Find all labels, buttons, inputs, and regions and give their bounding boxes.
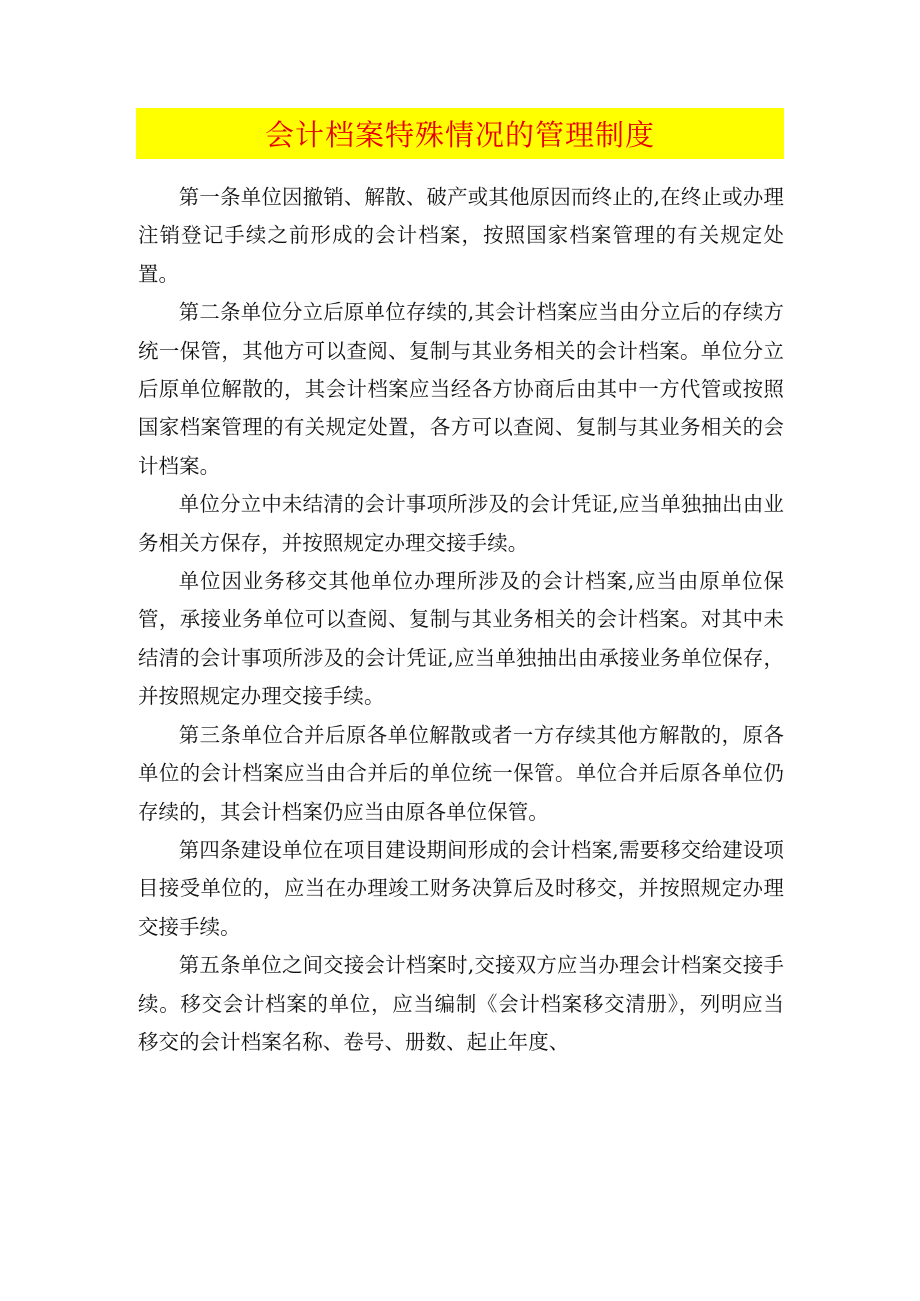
paragraph-split-unsettled: 单位分立中未结清的会计事项所涉及的会计凭证,应当单独抽出由业务相关方保存，并按照规定办理交接手续。 xyxy=(138,492,784,555)
paragraph-article-4: 第四条建设单位在项目建设期间形成的会计档案,需要移交给建设项目接受单位的，应当在办理竣工财务决算后及时移交，并按照规定办理交接手续。 xyxy=(138,837,784,939)
paragraph-business-transfer: 单位因业务移交其他单位办理所涉及的会计档案,应当由原单位保管，承接业务单位可以查阅、复制与其业务相关的会计档案。对其中未结清的会计事项所涉及的会计凭证,应当单独抽出由承接业务单位保存，并按照规定办理交接手续。 xyxy=(138,569,784,709)
paragraph-article-3: 第三条单位合并后原各单位解散或者一方存续其他方解散的，原各单位的会计档案应当由合并后的单位统一保管。单位合并后原各单位仍存续的，其会计档案仍应当由原各单位保管。 xyxy=(138,722,784,824)
paragraph-article-5: 第五条单位之间交接会计档案时,交接双方应当办理会计档案交接手续。移交会计档案的单位，应当编制《会计档案移交清册》，列明应当移交的会计档案名称、卷号、册数、起止年度、 xyxy=(138,953,784,1054)
document-body xyxy=(138,178,784,1061)
paragraph-article-1: 第一条单位因撤销、解散、破产或其他原因而终止的,在终止或办理注销登记手续之前形成的会计档案，按照国家档案管理的有关规定处置。 xyxy=(138,185,784,286)
paragraph-article-2: 第二条单位分立后原单位存续的,其会计档案应当由分立后的存续方统一保管，其他方可以查阅、复制与其业务相关的会计档案。单位分立后原单位解散的，其会计档案应当经各方协商后由其中一方代管或按照国家档案管理的有关规定处置，各方可以查阅、复制与其业务相关的会计档案。 xyxy=(138,300,784,478)
document-title: 会计档案特殊情况的管理制度 xyxy=(264,118,655,152)
title-highlight-bar xyxy=(136,108,784,159)
